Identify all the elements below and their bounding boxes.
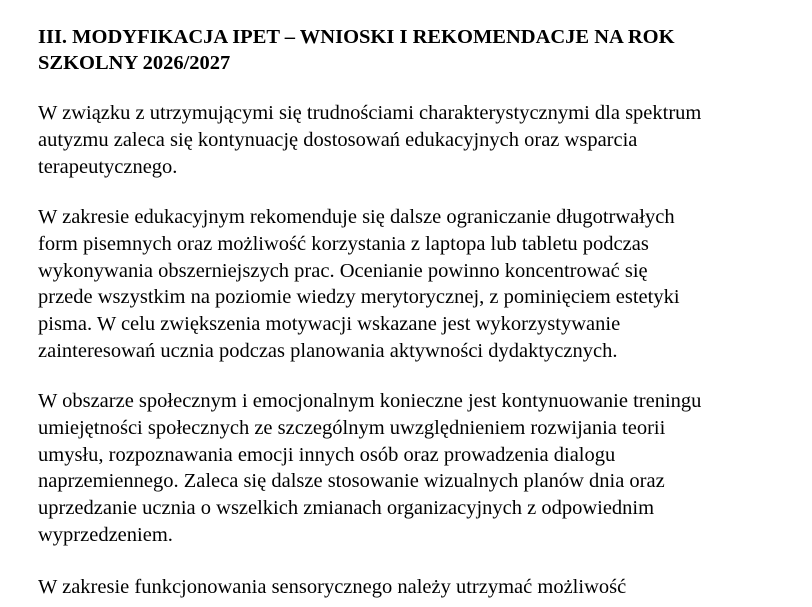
paragraph-4: W zakresie funkcjonowania sensorycznego należy utrzymać możliwość [38, 576, 627, 598]
paragraph-1: W związku z utrzymującymi się trudnościami charakterystycznymi dla spektrum autyzmu zaleca się kontynuację dostosowań edukacyjnych oraz wsparcia terapeutycznego. [38, 102, 702, 178]
section-heading: III. MODYFIKACJA IPET – WNIOSKI I REKOMENDACJE NA ROK SZKOLNY 2026/2027 [38, 26, 675, 74]
paragraph-2: W zakresie edukacyjnym rekomenduje się dalsze ograniczanie długotrwałych form pisemnych oraz możliwość korzystania z laptopa lub tabletu podczas wykonywania obszerniejszych prac. Ocenianie powinno koncentrować się przede wszystkim na poziomie wiedzy merytorycznej, z pominięciem estetyki pisma. W celu zwiększenia motywacji wskazane jest wykorzystywanie zainteresowań ucznia podczas planowania aktywności dydaktycznych. [38, 206, 680, 362]
paragraph-3: W obszarze społecznym i emocjonalnym konieczne jest kontynuowanie treningu umiejętności społecznych ze szczególnym uwzględnieniem rozwijania teorii umysłu, rozpoznawania emocji innych osób oraz prowadzenia dialogu naprzemiennego. Zaleca się dalsze stosowanie wizualnych planów dnia oraz uprzedzanie ucznia o wszelkich zmianach organizacyjnych z odpowiednim wyprzedzeniem. [38, 390, 702, 546]
